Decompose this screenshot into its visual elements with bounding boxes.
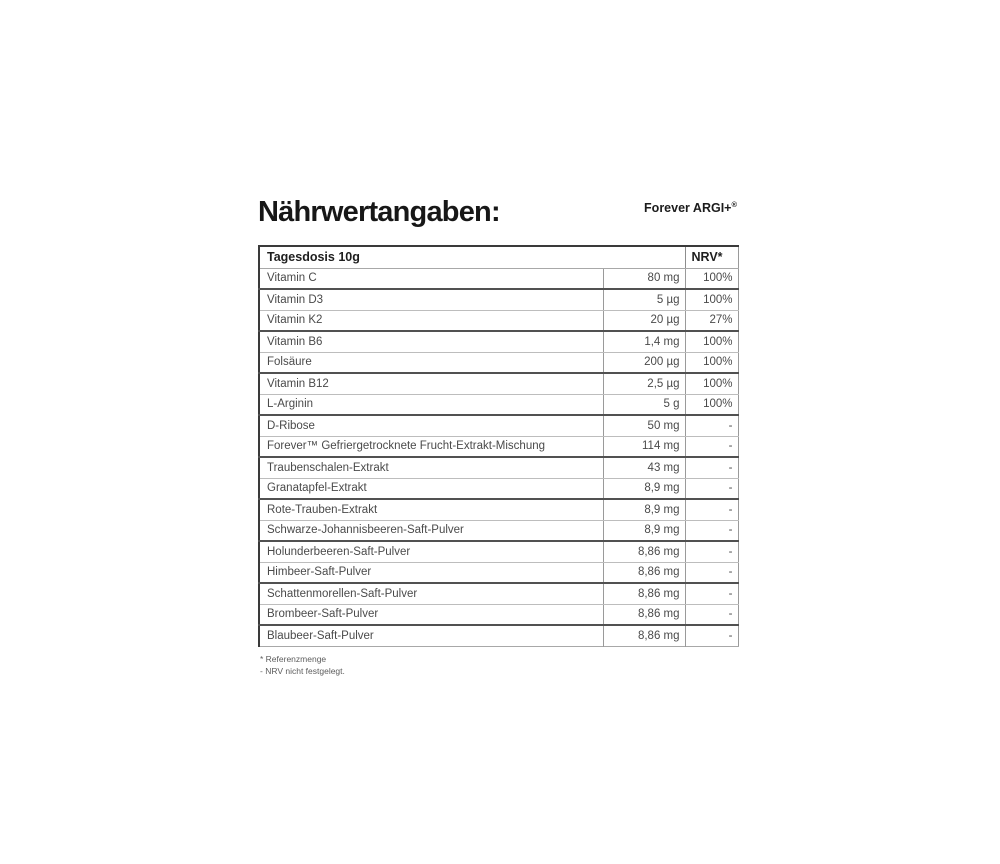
amount-cell: 5 g <box>603 394 685 415</box>
nrv-cell: - <box>685 478 738 499</box>
nrv-cell: - <box>685 562 738 583</box>
amount-cell: 8,86 mg <box>603 541 685 562</box>
table-row <box>259 478 738 499</box>
ingredient-name-cell: Blaubeer-Saft-Pulver <box>267 629 374 642</box>
table-row <box>259 352 738 373</box>
amount-cell: 200 µg <box>603 352 685 373</box>
ingredient-name-cell: Holunderbeeren-Saft-Pulver <box>259 541 603 562</box>
amount-cell: 8,9 mg <box>603 520 685 541</box>
amount-cell: 8,86 mg <box>603 625 685 646</box>
nrv-cell: 100% <box>685 373 738 394</box>
ingredient-name-cell: Vitamin K2 <box>259 310 603 331</box>
nrv-cell: - <box>685 499 738 520</box>
nrv-cell: 27% <box>685 310 738 331</box>
table-header-row <box>259 246 738 268</box>
nrv-header: NRV* <box>685 246 738 268</box>
nrv-cell: - <box>685 436 738 457</box>
nutrition-label <box>258 196 737 677</box>
ingredient-name-cell: L-Arginin <box>259 394 603 415</box>
amount-cell: 80 mg <box>603 268 685 289</box>
amount-cell: 1,4 mg <box>603 331 685 352</box>
nrv-cell: 100% <box>685 268 738 289</box>
table-body <box>259 268 738 646</box>
amount-cell: 8,86 mg <box>603 562 685 583</box>
nrv-cell: - <box>685 583 738 604</box>
ingredient-name-cell: Vitamin D3 <box>259 289 603 310</box>
ingredient-name-cell: Rote-Trauben-Extrakt <box>259 499 603 520</box>
nrv-cell: - <box>685 625 738 646</box>
table-row <box>259 268 738 289</box>
footnote-nrv-not-established: - NRV nicht festgelegt. <box>260 665 345 676</box>
amount-cell: 20 µg <box>603 310 685 331</box>
table-row <box>259 373 738 394</box>
nrv-cell: 100% <box>685 394 738 415</box>
table-row <box>259 415 738 436</box>
ingredient-name-cell: Traubenschalen-Extrakt <box>259 457 603 478</box>
ingredient-name-cell: Schwarze-Johannisbeeren-Saft-Pulver <box>259 520 603 541</box>
table-row <box>259 289 738 310</box>
table-row <box>259 310 738 331</box>
table-row <box>259 331 738 352</box>
ingredient-name-cell: Granatapfel-Extrakt <box>259 478 603 499</box>
amount-cell: 5 µg <box>603 289 685 310</box>
nrv-cell: 100% <box>685 352 738 373</box>
ingredient-name-cell: Folsäure <box>259 352 603 373</box>
amount-cell: 8,9 mg <box>603 499 685 520</box>
amount-cell: 8,9 mg <box>603 478 685 499</box>
product-name <box>644 200 737 215</box>
table-row <box>259 499 738 520</box>
nrv-cell: - <box>685 520 738 541</box>
ingredient-name-cell: Brombeer-Saft-Pulver <box>259 604 603 625</box>
table-row <box>259 520 738 541</box>
amount-cell: 2,5 µg <box>603 373 685 394</box>
table-row <box>259 625 738 646</box>
ingredient-name-cell: Vitamin B6 <box>259 331 603 352</box>
page-title: Nährwertangaben: <box>258 196 500 228</box>
registered-trademark-symbol: ® <box>731 200 737 209</box>
amount-cell: 43 mg <box>603 457 685 478</box>
nrv-cell: 100% <box>685 289 738 310</box>
nutrition-table <box>258 245 739 647</box>
amount-cell: 114 mg <box>603 436 685 457</box>
table-head <box>259 246 738 268</box>
nrv-cell: - <box>685 457 738 478</box>
nrv-cell: - <box>685 415 738 436</box>
footnotes <box>258 653 737 678</box>
table-row <box>259 394 738 415</box>
table-row <box>259 604 738 625</box>
table-row <box>259 436 738 457</box>
product-name-text: Forever ARGI+ <box>644 201 732 216</box>
amount-cell: 50 mg <box>603 415 685 436</box>
footnote-reference-amount: * Referenzmenge <box>260 653 327 664</box>
label-header <box>258 196 737 236</box>
ingredient-name-cell: Himbeer-Saft-Pulver <box>259 562 603 583</box>
amount-cell: 8,86 mg <box>603 604 685 625</box>
ingredient-name-cell: Vitamin C <box>259 268 603 289</box>
amount-cell: 8,86 mg <box>603 583 685 604</box>
daily-dose-header: Tagesdosis 10g <box>259 246 685 268</box>
ingredient-name-cell: Schattenmorellen-Saft-Pulver <box>259 583 603 604</box>
ingredient-name-cell: D-Ribose <box>259 415 603 436</box>
ingredient-name-cell: Vitamin B12 <box>259 373 603 394</box>
table-row <box>259 562 738 583</box>
ingredient-name-cell: Forever™ Gefriergetrocknete Frucht-Extrakt-Mischung <box>259 436 603 457</box>
nrv-cell: 100% <box>685 331 738 352</box>
table-row <box>259 583 738 604</box>
nrv-cell: - <box>685 604 738 625</box>
nrv-cell: - <box>685 541 738 562</box>
table-row <box>259 457 738 478</box>
table-row <box>259 541 738 562</box>
